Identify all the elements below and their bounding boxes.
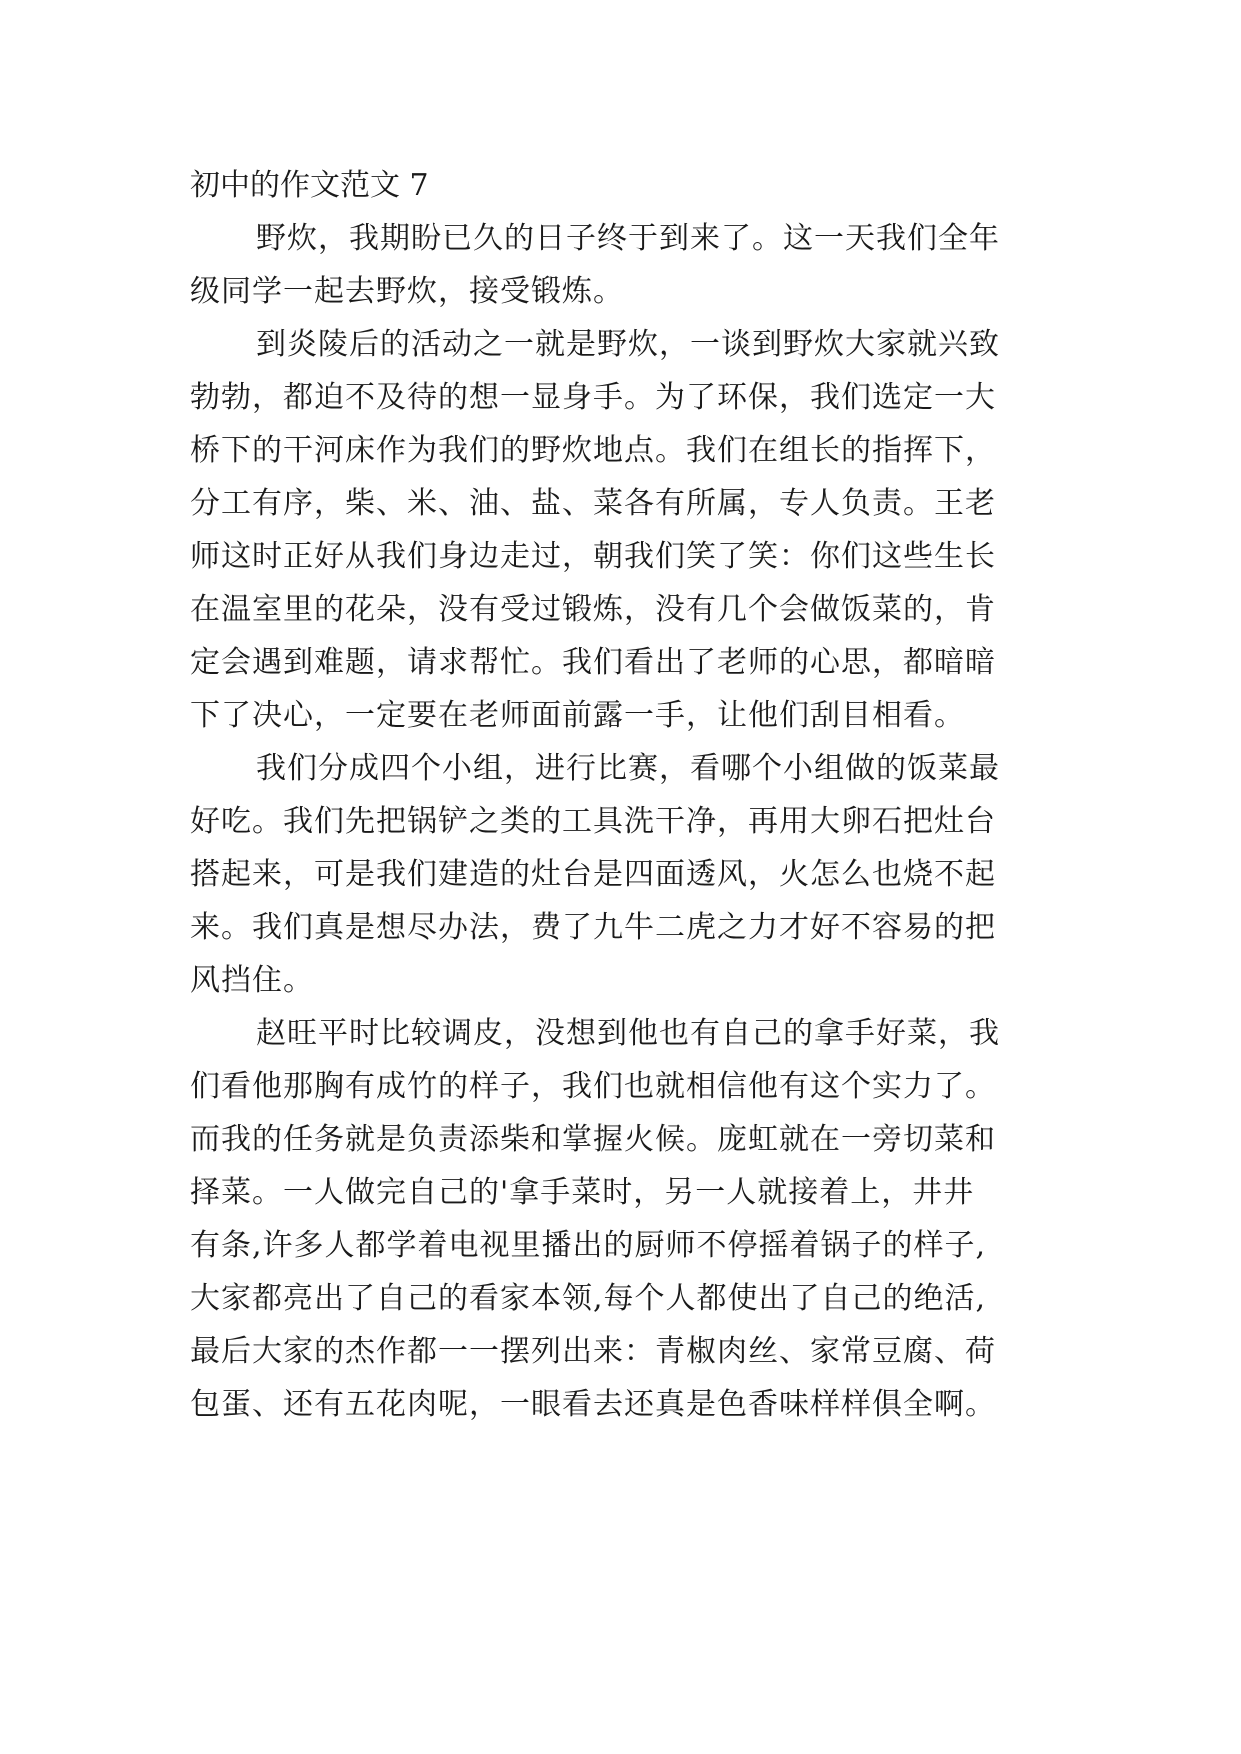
paragraph-line: 们看他那胸有成竹的样子，我们也就相信他有这个实力了。 [190, 1069, 996, 1104]
paragraph-line: 而我的任务就是负责添柴和掌握火候。庞虹就在一旁切菜和 [190, 1122, 996, 1157]
paragraph-line: 我们分成四个小组，进行比赛，看哪个小组做的饭菜最 [256, 751, 1000, 786]
paragraph-line: 有条,许多人都学着电视里播出的厨师不停摇着锅子的样子, [190, 1228, 987, 1263]
essay-title: 初中的作文范文 7 [190, 168, 429, 203]
paragraph-1 [190, 212, 1070, 318]
paragraph-line: 定会遇到难题，请求帮忙。我们看出了老师的心思，都暗暗 [190, 645, 996, 680]
paragraph-line: 择菜。一人做完自己的'拿手菜时，另一人就接着上，井井 [190, 1175, 975, 1210]
essay-body [190, 160, 1070, 1431]
paragraph-line: 好吃。我们先把锅铲之类的工具洗干净，再用大卵石把灶台 [190, 804, 996, 839]
paragraph-4 [190, 1007, 1070, 1431]
paragraph-line: 搭起来，可是我们建造的灶台是四面透风，火怎么也烧不起 [190, 857, 996, 892]
paragraph-2 [190, 318, 1070, 742]
paragraph-line: 下了决心，一定要在老师面前露一手，让他们刮目相看。 [190, 698, 965, 733]
paragraph-line: 来。我们真是想尽办法，费了九牛二虎之力才好不容易的把 [190, 910, 996, 945]
paragraph-line: 分工有序，柴、米、油、盐、菜各有所属，专人负责。王老 [190, 486, 996, 521]
paragraph-line: 包蛋、还有五花肉呢，一眼看去还真是色香味样样俱全啊。 [190, 1387, 996, 1422]
paragraph-3 [190, 742, 1070, 1007]
paragraph-line: 勃勃，都迫不及待的想一显身手。为了环保，我们选定一大 [190, 380, 996, 415]
paragraph-line: 最后大家的杰作都一一摆列出来：青椒肉丝、家常豆腐、荷 [190, 1334, 996, 1369]
paragraph-line: 师这时正好从我们身边走过，朝我们笑了笑：你们这些生长 [190, 539, 996, 574]
paragraph-line: 大家都亮出了自己的看家本领,每个人都使出了自己的绝活, [190, 1281, 987, 1316]
paragraph-line: 级同学一起去野炊，接受锻炼。 [190, 274, 624, 309]
paragraph-line: 到炎陵后的活动之一就是野炊，一谈到野炊大家就兴致 [256, 327, 1000, 362]
paragraph-line: 风挡住。 [190, 963, 314, 998]
paragraph-line: 野炊，我期盼已久的日子终于到来了。这一天我们全年 [256, 221, 1000, 256]
paragraph-line: 赵旺平时比较调皮，没想到他也有自己的拿手好菜，我 [256, 1016, 1000, 1051]
paragraph-line: 桥下的干河床作为我们的野炊地点。我们在组长的指挥下， [190, 433, 996, 468]
paragraph-line: 在温室里的花朵，没有受过锻炼，没有几个会做饭菜的，肯 [190, 592, 996, 627]
